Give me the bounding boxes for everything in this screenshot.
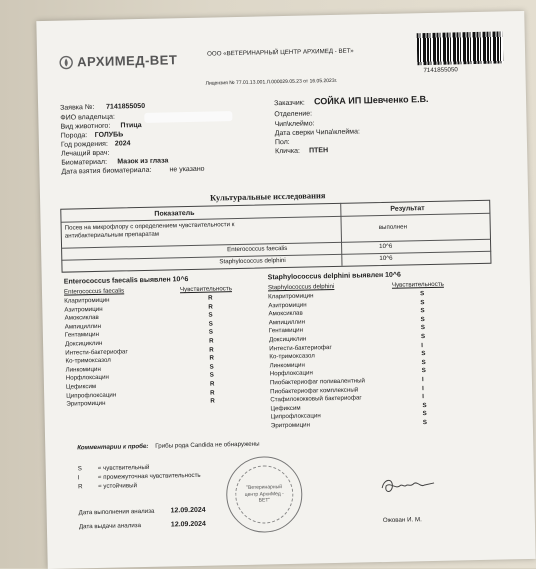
species-value: Птица xyxy=(120,121,142,130)
sensitivity-value: S xyxy=(422,419,428,427)
legend-text: = промежуточная чувствительность xyxy=(97,471,201,481)
drug-name: Пиобактериофаг комплексный xyxy=(270,386,359,395)
logo-text: АРХИМЕД-ВЕТ xyxy=(77,52,178,70)
table-row-name: антибактериальным препаратам xyxy=(64,230,160,240)
date-taken-value: не указано xyxy=(169,165,205,174)
material-value: Мазок из глаза xyxy=(117,157,169,166)
chip-date-label: Дата сверки Чипа\клейма: xyxy=(274,128,360,138)
table-row-name: Enterococcus faecalis xyxy=(227,244,288,254)
sensitivity-value: I xyxy=(422,393,425,401)
left-panel-col-name: Enterococcus faecalis xyxy=(63,287,125,296)
right-panel-col-sens: Чувствительность xyxy=(391,280,444,289)
table-row-value: выполнен xyxy=(378,223,408,232)
drug-name: Пиобактериофаг поливалентный xyxy=(269,377,366,387)
drug-name: Азитромицин xyxy=(268,301,307,309)
right-panel-col-name: Staphylococcus delphini xyxy=(267,282,335,292)
sensitivity-value: S xyxy=(208,320,213,328)
sensitivity-value: S xyxy=(208,328,214,337)
drug-name: Ко-тримоксазол xyxy=(269,352,315,361)
drug-name: Кларитромицин xyxy=(64,296,110,305)
species-label: Вид животного: xyxy=(60,122,111,131)
drug-name: Цефиксим xyxy=(270,404,301,413)
sensitivity-value: S xyxy=(420,298,425,306)
sensitivity-value: I xyxy=(422,384,424,392)
sensitivity-value: S xyxy=(209,363,214,371)
material-label: Биоматериал: xyxy=(61,158,108,167)
date-issued-value: 12.09.2024 xyxy=(170,520,207,529)
sensitivity-value: S xyxy=(209,371,214,380)
sensitivity-value: S xyxy=(422,410,427,418)
nick-label: Кличка: xyxy=(275,147,300,156)
drug-name: Ципрофлоксацин xyxy=(66,391,117,400)
comment-label: Комментарии к пробе: xyxy=(77,442,149,452)
drug-name: Норфлоксацин xyxy=(65,374,110,383)
legend-text: = чувствительный xyxy=(97,463,150,472)
drug-name: Кларитромицин xyxy=(268,292,314,301)
sensitivity-value: S xyxy=(420,290,425,298)
nick-value: ПТЕН xyxy=(309,147,329,155)
sensitivity-value: S xyxy=(208,311,213,319)
sensitivity-value: R xyxy=(210,397,215,405)
drug-name: Амоксиклав xyxy=(268,309,303,318)
comment-text: Грибы рода Candida не обнаружены xyxy=(155,440,260,450)
sensitivity-value: S xyxy=(422,401,427,409)
table-row-value: 10^6 xyxy=(379,242,393,251)
drug-name: Цефиксим xyxy=(65,382,97,391)
sensitivity-value: R xyxy=(209,354,214,362)
sensitivity-value: R xyxy=(209,380,215,388)
drug-name: Стафилококковый бактериофаг xyxy=(270,394,362,404)
stamp-text: "Ветеринарный центр АрхиМед - ВЕТ" xyxy=(244,484,284,504)
sensitivity-value: R xyxy=(210,389,215,397)
sensitivity-value: R xyxy=(208,337,214,345)
drug-name: Амоксиклав xyxy=(64,314,99,322)
drug-name: Ампициллин xyxy=(64,322,102,331)
sensitivity-value: R xyxy=(209,346,214,354)
lab-report-sheet xyxy=(36,11,535,569)
logo-drop-icon xyxy=(59,55,73,69)
drug-name: Линкомицин xyxy=(269,361,305,370)
drug-name: Интести-бактериофаг xyxy=(269,343,332,352)
date-done-value: 12.09.2024 xyxy=(170,506,206,515)
department-label: Отделение: xyxy=(274,110,313,119)
right-panel-title: Staphylococcus delphini выявлен 10^6 xyxy=(267,271,401,282)
sex-label: Пол: xyxy=(274,138,290,147)
drug-name: Ципрофлоксацин xyxy=(270,412,321,421)
drug-name: Ко-тримоксазол xyxy=(65,356,111,365)
signer-name: Ожован И. М. xyxy=(382,516,422,525)
request-label: Заявка №: xyxy=(60,103,95,112)
legend-code: I xyxy=(77,474,80,482)
section-title: Культуральные исследования xyxy=(209,190,326,203)
org-name: ООО «ВЕТЕРИНАРНЫЙ ЦЕНТР АРХИМЕД - ВЕТ» xyxy=(206,47,354,58)
chip-label: Чип\клеймо: xyxy=(274,120,315,129)
signature-image xyxy=(378,473,438,498)
sensitivity-value: S xyxy=(420,324,426,332)
sensitivity-value: S xyxy=(420,307,425,315)
customer-label: Заказчик: xyxy=(274,99,305,108)
sensitivity-value: I xyxy=(421,341,423,349)
request-value: 7141855050 xyxy=(106,102,146,111)
legend-text: = устойчивый xyxy=(98,482,138,490)
sensitivity-value: S xyxy=(420,333,426,341)
breed-label: Порода: xyxy=(60,132,88,140)
license-text: Лицензия № 77.01.13.001.Л.000029.05.23 от 16.05.2023г. xyxy=(205,77,338,87)
col-indicator-header: Показатель xyxy=(154,209,195,218)
date-issued-label: Дата выдачи анализа xyxy=(78,522,142,531)
sensitivity-value: S xyxy=(420,315,425,323)
sensitivity-value: S xyxy=(421,350,426,358)
drug-name: Доксициклин xyxy=(65,339,103,348)
sensitivity-value: R xyxy=(208,303,213,311)
birth-label: Год рождения: xyxy=(60,140,108,149)
left-panel-col-sens: Чувствительность xyxy=(179,285,232,294)
drug-name: Гентамицин xyxy=(64,331,100,340)
drug-name: Ампициллин xyxy=(268,318,306,327)
redacted-owner-name xyxy=(144,111,232,123)
drug-name: Азитромицин xyxy=(64,305,103,314)
breed-value: ГОЛУБЬ xyxy=(94,131,124,139)
drug-name: Линкомицин xyxy=(65,365,101,374)
customer-value: СОЙКА ИП Шевченко Е.В. xyxy=(313,93,429,107)
date-taken-label: Дата взятия биоматериала: xyxy=(61,166,152,176)
owner-label: ФИО владельца: xyxy=(60,113,116,122)
legend-code: S xyxy=(77,465,82,473)
drug-name: Норфлоксацин xyxy=(269,369,313,378)
left-panel-title: Enterococcus faecalis выявлен 10^6 xyxy=(63,276,189,286)
sensitivity-value: S xyxy=(421,358,426,366)
sensitivity-value: S xyxy=(421,367,426,375)
drug-name: Доксициклин xyxy=(268,335,307,344)
date-done-label: Дата выполнения анализа xyxy=(78,507,155,517)
drug-name: Эритромицин xyxy=(66,399,106,408)
table-row-name: Staphylococcus delphini xyxy=(219,256,286,266)
sensitivity-value: I xyxy=(421,376,424,384)
table-row-value: 10^6 xyxy=(379,254,393,263)
drug-name: Интести-бактериофаг xyxy=(65,347,128,357)
drug-name: Гентамицин xyxy=(268,327,304,335)
table-row-name: Посев на микрофлору с определением чувствительности к xyxy=(64,221,235,232)
col-result-header: Результат xyxy=(390,205,425,213)
barcode-number: 7141855050 xyxy=(423,66,458,75)
company-logo xyxy=(59,52,177,69)
sensitivity-value: R xyxy=(208,294,213,302)
barcode-image xyxy=(417,31,504,65)
drug-name: Эритромицин xyxy=(270,421,311,430)
doctor-label: Лечащий врач: xyxy=(61,149,110,158)
legend-code: R xyxy=(78,483,83,491)
birth-value: 2024 xyxy=(114,140,131,148)
